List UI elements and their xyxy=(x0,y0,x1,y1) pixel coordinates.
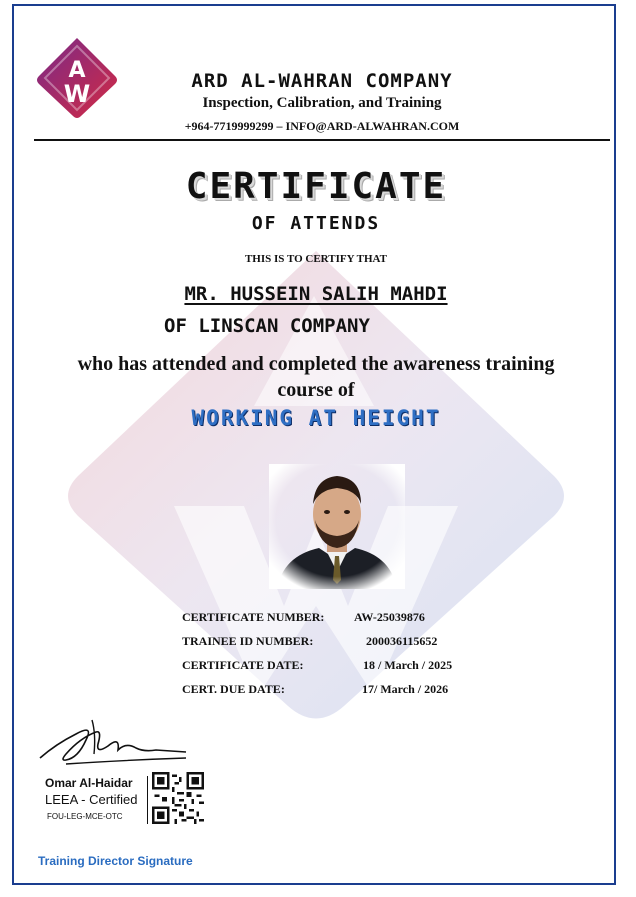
detail-label: CERTIFICATE NUMBER: xyxy=(182,610,325,624)
detail-row-due-date xyxy=(182,682,482,706)
signatory-certification: LEEA - Certified xyxy=(45,792,138,807)
trainee-name-text: MR. HUSSEIN SALIH MAHDI xyxy=(184,283,448,305)
company-logo xyxy=(35,36,119,120)
qr-code xyxy=(152,772,204,824)
detail-label: TRAINEE ID NUMBER: xyxy=(182,634,314,648)
detail-label: CERT. DUE DATE: xyxy=(182,682,285,696)
company-contact: +964-7719999299 – INFO@ARD-ALWAHRAN.COM xyxy=(184,119,460,133)
detail-row-certificate-number xyxy=(182,610,482,634)
signatory-name: Omar Al-Haidar xyxy=(45,776,133,790)
detail-value: 17/ March / 2026 xyxy=(362,682,449,696)
logo-letter-w: W xyxy=(63,80,91,108)
handwritten-signature xyxy=(36,714,196,774)
attendance-statement: who has attended and completed the awareness training course of xyxy=(77,353,555,401)
course-name: WORKING AT HEIGHT xyxy=(191,406,441,430)
certificate-frame xyxy=(12,4,616,885)
certificate-subtitle: OF ATTENDS xyxy=(251,213,381,234)
trainee-name xyxy=(14,283,616,305)
certificate-title: CERTIFICATE xyxy=(185,166,447,207)
detail-row-trainee-id xyxy=(182,634,482,658)
signature-divider xyxy=(147,776,148,824)
trainee-company: OF LINSCAN COMPANY xyxy=(164,315,370,337)
detail-label: CERTIFICATE DATE: xyxy=(182,658,304,672)
trainee-photo xyxy=(269,464,405,589)
signatory-codes: FOU-LEG-MCE-OTC xyxy=(47,812,123,821)
detail-value: 200036115652 xyxy=(366,634,438,648)
detail-value: AW-25039876 xyxy=(354,610,425,624)
company-name: ARD AL-WAHRAN COMPANY xyxy=(191,70,453,92)
certify-line: THIS IS TO CERTIFY THAT xyxy=(244,253,388,265)
certificate-details xyxy=(182,610,482,706)
detail-row-certificate-date xyxy=(182,658,482,682)
signature-label: Training Director Signature xyxy=(38,854,193,868)
logo-letter-a: A xyxy=(68,58,86,83)
header-divider xyxy=(34,139,610,141)
detail-value: 18 / March / 2025 xyxy=(363,658,453,672)
company-tagline: Inspection, Calibration, and Training xyxy=(202,95,442,111)
